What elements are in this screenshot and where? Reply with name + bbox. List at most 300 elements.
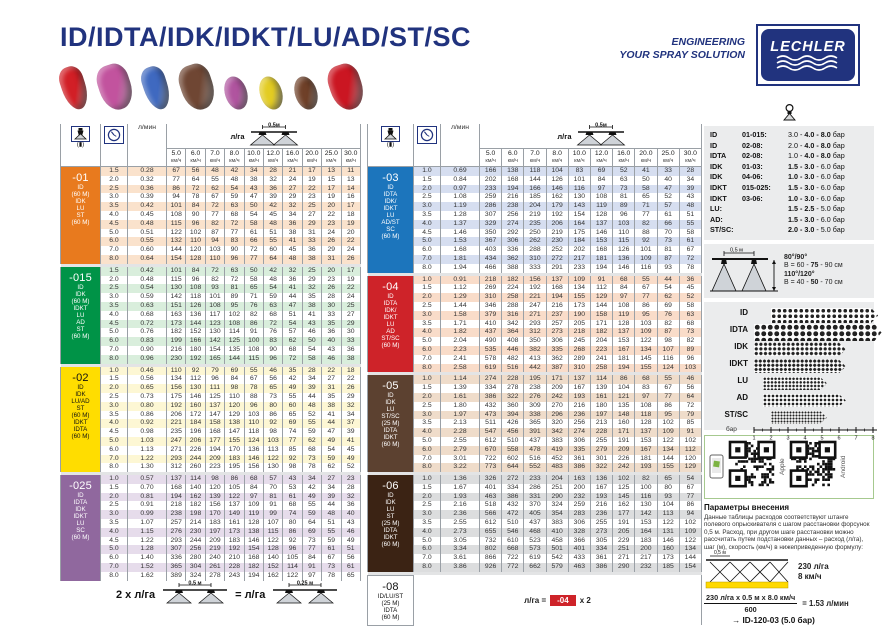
rate-cell: 108	[635, 402, 657, 411]
rate-cell: 63	[225, 267, 244, 276]
rate-cell: 17	[341, 267, 361, 276]
droplet-series-label: AD	[736, 392, 748, 402]
rate-cell: 38	[283, 229, 302, 238]
rate-cell: 204	[546, 475, 568, 484]
rate-cell: 67	[322, 554, 341, 563]
flow-cell: 2.13	[441, 419, 480, 428]
example-values	[798, 562, 829, 582]
table-row	[368, 545, 702, 554]
rate-cell: 331	[524, 493, 546, 502]
rate-cell: 389	[167, 572, 186, 581]
rate-cell: 68	[302, 446, 321, 455]
rate-cell: 118	[524, 167, 546, 176]
pressure-cell: 1.0	[101, 367, 128, 376]
pressure-cell: 8.0	[414, 563, 441, 572]
rate-cell: 103	[205, 246, 224, 255]
rate-cell: 216	[568, 402, 590, 411]
rate-cell: 219	[205, 545, 224, 554]
rate-cell: 247	[167, 437, 186, 446]
rate-cell: 68	[679, 320, 701, 329]
series-label: (60 M)	[71, 534, 90, 542]
svg-text:1: 1	[752, 435, 756, 442]
flow-cell: 1.40	[128, 554, 167, 563]
table-row	[368, 311, 702, 320]
speed-header: 6.0 км/ч	[502, 149, 524, 167]
flow-cell: 1.97	[441, 411, 480, 420]
flow-cell: 2.28	[441, 428, 480, 437]
rate-cell: 230	[167, 355, 186, 364]
pressure-cell: 3.0	[414, 311, 441, 320]
flow-cell: 1.62	[128, 572, 167, 581]
rate-cell: 259	[480, 193, 502, 202]
rate-cell: 27	[302, 211, 321, 220]
rate-cell: 154	[568, 211, 590, 220]
spray-height-panel	[704, 244, 874, 298]
rate-cell: 175	[568, 229, 590, 238]
rate-cell: 286	[480, 202, 502, 211]
rate-cell: 26	[341, 384, 361, 393]
rate-cell: 483	[546, 463, 568, 472]
flow-cell: 1.08	[441, 193, 480, 202]
flow-cell: 1.61	[441, 393, 480, 402]
pressure-cell: 3.5	[101, 519, 128, 528]
rate-cell: 114	[225, 328, 244, 337]
flow-cell: 0.60	[128, 246, 167, 255]
rate-cell: 122	[283, 572, 302, 581]
rate-cell: 216	[546, 302, 568, 311]
rate-cell: 306	[568, 437, 590, 446]
rate-cell: 46	[679, 375, 701, 384]
rate-cell: 244	[186, 537, 205, 546]
series-label: IDKT	[383, 205, 398, 212]
rate-cell: 58	[244, 220, 263, 229]
series-label: (60 M)	[381, 441, 400, 449]
rate-cell: 35	[322, 393, 341, 402]
rate-cell: 112	[590, 284, 612, 293]
rate-cell: 387	[546, 364, 568, 373]
rate-cell: 144	[679, 554, 701, 563]
rate-cell: 241	[590, 355, 612, 364]
rate-cell: 22	[341, 237, 361, 246]
rate-cell: 84	[613, 284, 635, 293]
rate-cell: 40	[322, 337, 341, 346]
table-row	[368, 537, 702, 546]
speed-header: 5.0 км/ч	[480, 149, 502, 167]
table-row	[368, 328, 702, 337]
flow-cell: 0.32	[128, 176, 167, 185]
size-code: -015	[69, 271, 92, 284]
pressure-cell: 6.0	[414, 346, 441, 355]
pressure-cell: 2.0	[414, 185, 441, 194]
table-row	[61, 367, 361, 376]
rate-cell: 34	[322, 484, 341, 493]
size-range: 01-015:	[742, 130, 767, 139]
rate-cell: 86	[263, 411, 282, 420]
rate-cell: 233	[524, 475, 546, 484]
pressure-row	[710, 194, 868, 205]
rate-cell: 69	[283, 419, 302, 428]
rate-cell: 38	[341, 355, 361, 364]
rate-cell: 54	[302, 346, 321, 355]
rate-cell: 379	[480, 311, 502, 320]
reference-size-chip: -04	[550, 595, 576, 606]
rate-cell: 95	[657, 411, 679, 420]
nozzle-image-row	[62, 58, 362, 110]
rate-cell: 43	[322, 346, 341, 355]
droplet-series-label: LU	[737, 375, 748, 385]
droplet-arrow	[754, 324, 882, 341]
rate-cell: 472	[502, 510, 524, 519]
pressure-cell: 3.0	[414, 510, 441, 519]
rate-cell: 62	[322, 463, 341, 472]
rate-cell: 54	[283, 320, 302, 329]
table-row	[61, 193, 361, 202]
logo-waves-icon	[773, 55, 843, 71]
rate-cell: 63	[225, 202, 244, 211]
rate-cell: 219	[524, 211, 546, 220]
rate-cell: 43	[302, 320, 321, 329]
flow-cell: 0.63	[128, 302, 167, 311]
flow-cell: 1.44	[441, 302, 480, 311]
rate-cell: 370	[524, 501, 546, 510]
rate-cell: 20	[322, 202, 341, 211]
series-label: ID	[77, 492, 84, 500]
rate-cell: 65	[341, 572, 361, 581]
rate-cell: 86	[225, 475, 244, 484]
rate-cell: 82	[635, 475, 657, 484]
rate-cell: 62	[302, 437, 321, 446]
rate-cell: 432	[480, 402, 502, 411]
table-header-row	[61, 124, 361, 149]
rate-cell: 122	[657, 437, 679, 446]
pressure-cell: 1.0	[414, 167, 441, 176]
rate-cell: 205	[568, 320, 590, 329]
rate-cell: 94	[167, 193, 186, 202]
table-row	[61, 246, 361, 255]
series-label: ST/SC	[381, 413, 400, 421]
table-row	[368, 246, 702, 255]
rate-cell: 128	[590, 211, 612, 220]
flow-cell: 3.61	[441, 554, 480, 563]
pressure-cell: 4.0	[414, 328, 441, 337]
rate-cell: 98	[263, 428, 282, 437]
rate-cell: 65	[244, 284, 263, 293]
rate-cell: 156	[205, 501, 224, 510]
rate-cell: 20	[322, 267, 341, 276]
rate-cell: 77	[635, 293, 657, 302]
rate-cell: 163	[568, 475, 590, 484]
table-row	[368, 355, 702, 364]
rate-cell: 280	[186, 554, 205, 563]
rate-cell: 72	[244, 246, 263, 255]
rate-cell: 84	[302, 554, 321, 563]
rate-cell: 140	[263, 554, 282, 563]
rate-cell: 433	[568, 554, 590, 563]
droplet-row	[708, 392, 870, 409]
rate-cell: 926	[480, 563, 502, 572]
rate-cell: 329	[480, 220, 502, 229]
svg-text:0,5м: 0,5м	[267, 122, 280, 129]
rate-cell: 116	[635, 493, 657, 502]
rate-cell: 309	[524, 402, 546, 411]
rate-cell: 167	[568, 384, 590, 393]
group-label--03	[368, 167, 414, 273]
rate-cell: 209	[205, 537, 224, 546]
rate-cell: 41	[322, 411, 341, 420]
size-code: -025	[69, 480, 92, 493]
rate-cell: 104	[657, 501, 679, 510]
group-label--08	[368, 575, 414, 625]
rate-cell: 322	[502, 393, 524, 402]
rate-cell: 773	[480, 463, 502, 472]
qr-label: Apple	[779, 458, 787, 476]
rate-cell: 41	[341, 437, 361, 446]
spacing-label: 0,5 м	[730, 247, 743, 254]
table-row	[61, 537, 361, 546]
series-label: IDK	[385, 499, 396, 507]
rate-cell: 61	[341, 563, 361, 572]
droplet-arrow	[763, 394, 846, 407]
table-row	[61, 572, 361, 581]
rate-cell: 173	[568, 302, 590, 311]
pressure-cell: 1.0	[414, 375, 441, 384]
rate-cell: 92	[186, 367, 205, 376]
rate-cell: 91	[263, 501, 282, 510]
rate-cell: 67	[205, 193, 224, 202]
rate-cell: 547	[480, 428, 502, 437]
series-name: ID	[710, 130, 718, 139]
flow-cell: 1.15	[128, 528, 167, 537]
rate-cell: 362	[502, 255, 524, 264]
nozzle-brown-cap	[290, 73, 321, 112]
pressure-range: 2.0 - 4.0 - 8.0 бар	[788, 140, 845, 150]
rate-cell: 243	[225, 572, 244, 581]
rate-cell: 108	[613, 302, 635, 311]
rate-cell: 110	[225, 393, 244, 402]
droplet-arrow	[754, 359, 846, 373]
rate-cell: 97	[302, 572, 321, 581]
rate-cell: 114	[283, 563, 302, 572]
flow-cell: 1.07	[128, 519, 167, 528]
rate-cell: 72	[283, 355, 302, 364]
rate-cell: 41	[302, 311, 321, 320]
rate-cell: 244	[186, 455, 205, 464]
rate-cell: 173	[657, 554, 679, 563]
rate-cell: 50	[244, 202, 263, 211]
rate-cell: 213	[590, 419, 612, 428]
rate-cell: 256	[568, 419, 590, 428]
pressure-cell: 3.0	[414, 202, 441, 211]
rate-cell: 468	[524, 528, 546, 537]
series-name: IDKT	[710, 193, 727, 203]
rate-cell: 391	[524, 428, 546, 437]
rate-cell: 40	[657, 176, 679, 185]
rate-cell: 223	[590, 346, 612, 355]
rate-cell: 39	[302, 384, 321, 393]
rate-cell: 336	[167, 554, 186, 563]
flow-cell: 0.69	[441, 167, 480, 176]
series-name: ST/SC:	[710, 225, 734, 235]
rate-cell: 45	[341, 446, 361, 455]
rate-cell: 102	[613, 475, 635, 484]
pressure-cell: 8.0	[101, 463, 128, 472]
series-name: AD:	[710, 214, 723, 224]
rate-cell: 44	[322, 419, 341, 428]
rate-cell: 100	[635, 484, 657, 493]
rate-cell: 48	[302, 402, 321, 411]
rate-cell: 28	[302, 367, 321, 376]
table-row	[61, 484, 361, 493]
rate-cell: 96	[679, 355, 701, 364]
pressure-range: 1.0 - 3.0 - 6.0 бар	[788, 172, 845, 182]
rate-cell: 68	[244, 475, 263, 484]
rate-cell: 732	[480, 537, 502, 546]
svg-text:5: 5	[820, 435, 824, 442]
rate-cell: 232	[635, 563, 657, 572]
example-speed: 8 км/ч	[798, 572, 822, 582]
table-row	[61, 211, 361, 220]
table-row	[368, 384, 702, 393]
rate-cell: 48	[263, 220, 282, 229]
rate-cell: 76	[657, 311, 679, 320]
rate-cell: 419	[546, 446, 568, 455]
pressure-cell: 3.0	[414, 411, 441, 420]
rate-cell: 116	[635, 264, 657, 273]
group-label--01	[61, 167, 101, 264]
rate-cell: 67	[167, 167, 186, 176]
spray-angle: 80°/90°	[784, 253, 808, 261]
rate-label: л/га	[557, 131, 572, 141]
rate-cell: 68	[283, 501, 302, 510]
table-row	[61, 437, 361, 446]
rate-columns-header	[167, 124, 361, 149]
rate-cell: 25	[302, 202, 321, 211]
flow-cell: 1.52	[128, 563, 167, 572]
svg-text:0,5 м: 0,5 м	[714, 550, 726, 557]
pressure-range: 3.0 - 4.0 - 8.0 бар	[788, 130, 845, 139]
rate-cell: 33	[341, 337, 361, 346]
rate-cell: 122	[263, 537, 282, 546]
rate-cell: 262	[524, 237, 546, 246]
rate-cell: 96	[205, 375, 224, 384]
rate-cell: 132	[167, 237, 186, 246]
rate-cell: 91	[244, 328, 263, 337]
rate-cell: 96	[186, 220, 205, 229]
rate-cell: 120	[679, 455, 701, 464]
rate-cell: 33	[322, 311, 341, 320]
rate-cell: 134	[568, 284, 590, 293]
series-label: AD	[386, 327, 395, 335]
rate-cell: 82	[205, 276, 224, 285]
table-row	[61, 328, 361, 337]
pressure-row	[710, 215, 868, 226]
rate-cell: 108	[167, 211, 186, 220]
table-row	[61, 276, 361, 285]
rate-cell: 153	[613, 337, 635, 346]
rate-cell: 24	[283, 176, 302, 185]
phone-icon	[709, 454, 725, 480]
rate-cell: 36	[322, 328, 341, 337]
flow-cell: 1.67	[441, 484, 480, 493]
rate-cell: 104	[546, 167, 568, 176]
rate-cell: 128	[263, 545, 282, 554]
rate-cell: 87	[657, 328, 679, 337]
flow-cell: 0.80	[128, 402, 167, 411]
rate-cell: 185	[524, 193, 546, 202]
rate-cell: 87	[205, 229, 224, 238]
rate-cell: 310	[480, 293, 502, 302]
rate-cell: 114	[186, 475, 205, 484]
rate-cell: 32	[302, 284, 321, 293]
rate-cell: 437	[524, 437, 546, 446]
series-label: IDKT	[73, 513, 88, 521]
flow-cell: 1.22	[128, 455, 167, 464]
rate-cell: 307	[167, 545, 186, 554]
rate-cell: 320	[546, 419, 568, 428]
rate-cell: 74	[283, 428, 302, 437]
rate-cell: 364	[502, 328, 524, 337]
rate-cell: 87	[657, 255, 679, 264]
pressure-cell: 5.0	[414, 537, 441, 546]
table-row	[61, 501, 361, 510]
flow-cell: 1.71	[441, 320, 480, 329]
rate-cell: 164	[568, 220, 590, 229]
rate-cell: 156	[524, 276, 546, 285]
spray-spacing-icon	[251, 124, 297, 148]
rate-cell: 51	[263, 229, 282, 238]
droplet-arrow	[763, 377, 828, 390]
rate-columns-header	[480, 124, 702, 149]
flow-cell: 0.73	[128, 393, 167, 402]
rate-cell: 228	[225, 563, 244, 572]
table-row	[61, 176, 361, 185]
rate-cell: 39	[322, 493, 341, 502]
rate-cell: 84	[244, 484, 263, 493]
pressure-cell: 7.0	[414, 455, 441, 464]
table-row	[368, 554, 702, 563]
rate-cell: 206	[167, 411, 186, 420]
rate-cell: 77	[302, 545, 321, 554]
rate-cell: 22	[322, 211, 341, 220]
rate-cell: 103	[613, 220, 635, 229]
droplet-row	[708, 375, 870, 392]
rate-cell: 405	[524, 510, 546, 519]
rate-cell: 223	[205, 463, 224, 472]
droplet-row	[708, 409, 870, 426]
rate-cell: 146	[613, 264, 635, 273]
rate-cell: 108	[590, 193, 612, 202]
rate-cell: 109	[635, 328, 657, 337]
rate-cell: 34	[302, 375, 321, 384]
rate-cell: 55	[283, 393, 302, 402]
rate-cell: 42	[263, 202, 282, 211]
table-row	[61, 528, 361, 537]
rate-cell: 18	[341, 367, 361, 376]
rate-cell: 115	[167, 220, 186, 229]
rate-cell: 134	[679, 545, 701, 554]
rate-cell: 184	[186, 419, 205, 428]
rate-cell: 71	[635, 202, 657, 211]
rate-cell: 90	[225, 246, 244, 255]
series-label: IDTA	[383, 606, 398, 614]
pressure-cell: 1.5	[101, 267, 128, 276]
table-row	[368, 237, 702, 246]
rate-cell: 64	[679, 393, 701, 402]
rate-cell: 45	[263, 211, 282, 220]
rate-cell: 361	[590, 554, 612, 563]
pressure-cell: 2.5	[101, 501, 128, 510]
rate-cell: 142	[205, 337, 224, 346]
